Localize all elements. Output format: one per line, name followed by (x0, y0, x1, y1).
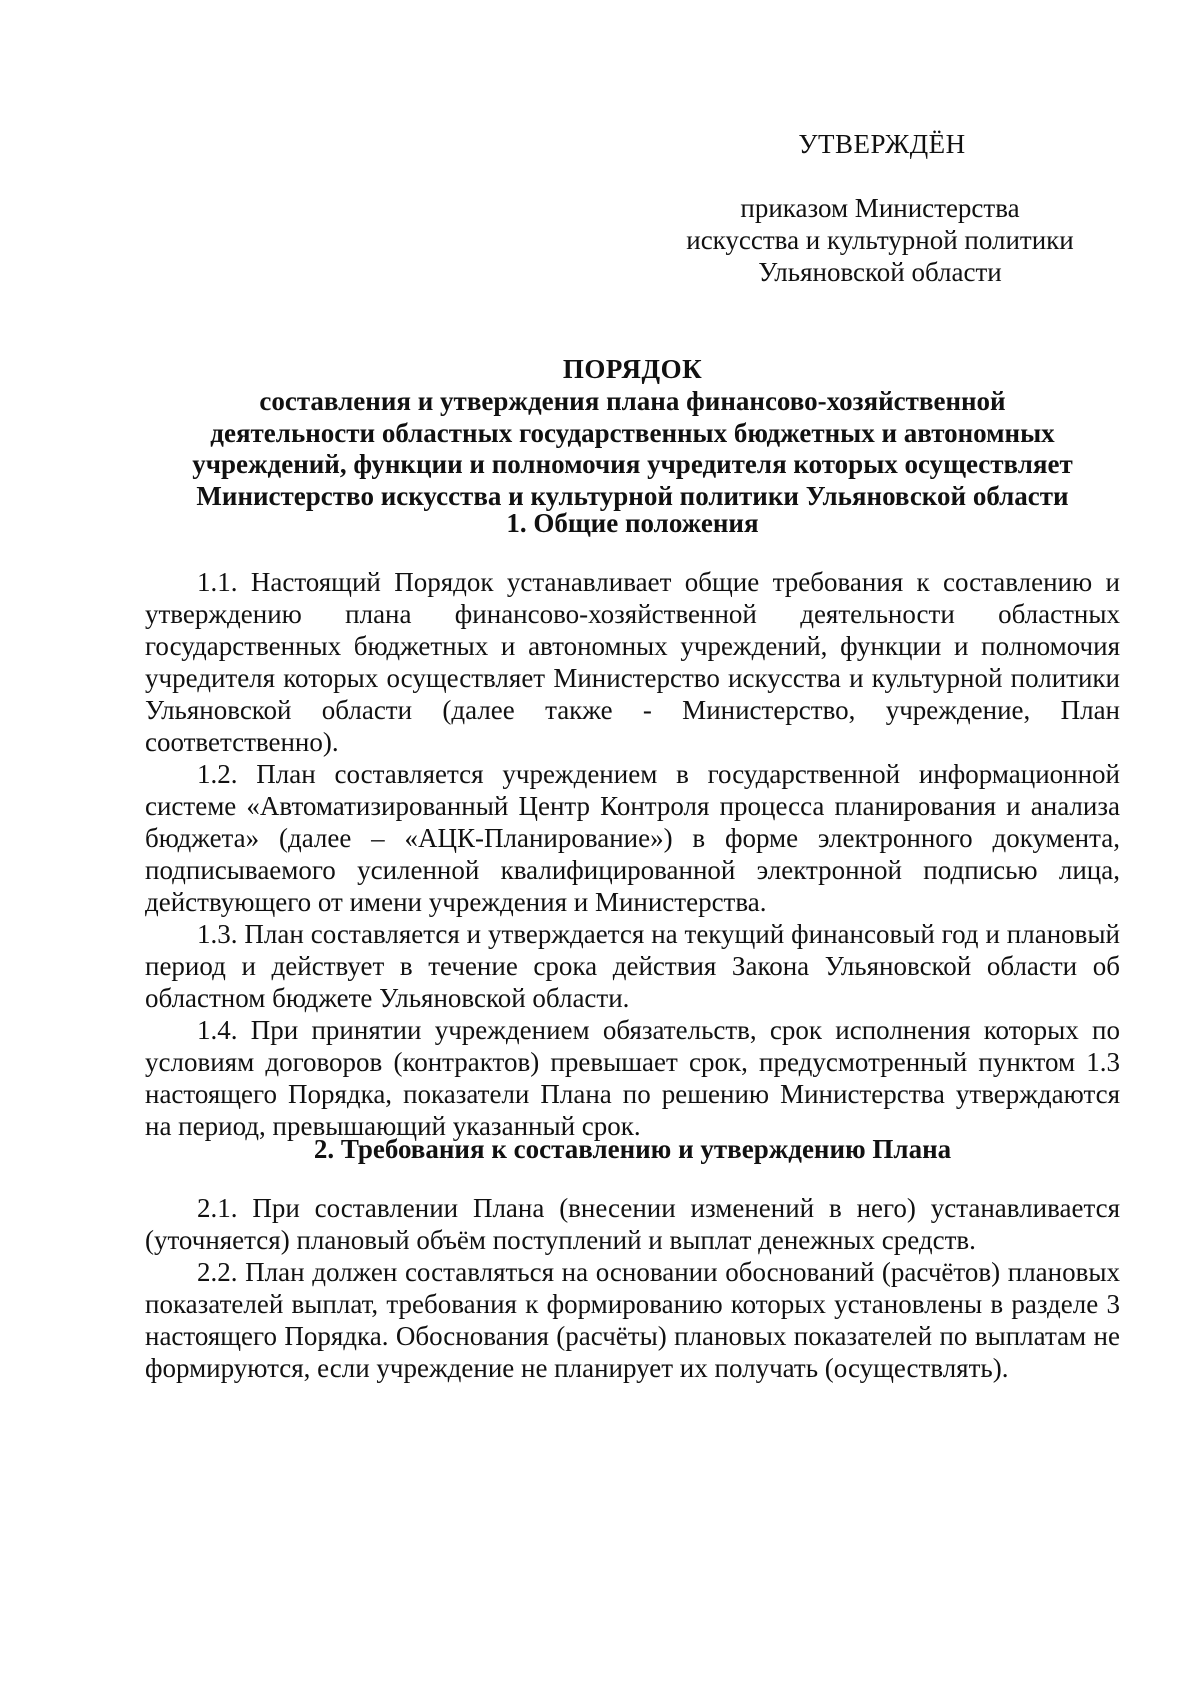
paragraph-1-2: 1.2. План составляется учреждением в государственной информационной системе «Автоматизированный Центр Контроля процесса планирования и анализа бюджета» (далее – «АЦК-Планирование») в форме электронного документа, подписываемого усиленной квалифицированной электронной подписью лица, действующего от имени учреждения и Министерства. (145, 759, 1120, 917)
approval-line: Ульяновской области (758, 257, 1002, 287)
approval-title: УТВЕРЖДЁН (798, 129, 966, 159)
approval-stamp (640, 128, 1120, 288)
approval-line: приказом Министерства (740, 193, 1020, 223)
paragraph-2-2: 2.2. План должен составляться на основании обоснований (расчётов) плановых показателей выплат, требования к формированию которых установлены в разделе 3 настоящего Порядка. Обоснования (расчёты) плановых показателей по выплатам не формируются, если учреждение не планирует их получать (осуществлять). (145, 1257, 1120, 1383)
paragraph-1-3: 1.3. План составляется и утверждается на текущий финансовый год и плановый период и действует в течение срока действия Закона Ульяновской области об областном бюджете Ульяновской области. (145, 919, 1120, 1013)
section-body-requirements (145, 1192, 1120, 1384)
document-subtitle-line: Министерство искусства и культурной политики Ульяновской области (196, 480, 1069, 511)
section-heading-requirements: 2. Требования к составлению и утверждению Плана (313, 1134, 952, 1164)
section-body-general (145, 566, 1120, 1142)
paragraph-2-1: 2.1. При составлении Плана (внесении изменений в него) устанавливается (уточняется) плановый объём поступлений и выплат денежных средств. (145, 1193, 1120, 1255)
document-subtitle-line: деятельности областных государственных бюджетных и автономных (210, 417, 1055, 448)
paragraph-1-4: 1.4. При принятии учреждением обязательств, срок исполнения которых по условиям договоров (контрактов) превышает срок, предусмотренный пунктом 1.3 настоящего Порядка, показатели Плана по решению Министерства утверждаются на период, превышающий указанный срок. (145, 1015, 1120, 1141)
document-subtitle-line: составления и утверждения плана финансово-хозяйственной (259, 386, 1006, 416)
paragraph-1-1: 1.1. Настоящий Порядок устанавливает общие требования к составлению и утверждению плана финансово-хозяйственной деятельности областных государственных бюджетных и автономных учреждений, функции и полномочия учредителя которых осуществляет Министерство искусства и культурной политики Ульяновской области (далее также - Министерство, учреждение, План соответственно). (145, 567, 1120, 757)
section-heading-general: 1. Общие положения (506, 508, 759, 538)
document-subtitle-line: учреждений, функции и полномочия учредителя которых осуществляет (192, 449, 1073, 479)
approval-line: искусства и культурной политики (686, 225, 1074, 255)
document-title-block (145, 352, 1120, 512)
document-title: ПОРЯДОК (562, 354, 703, 384)
